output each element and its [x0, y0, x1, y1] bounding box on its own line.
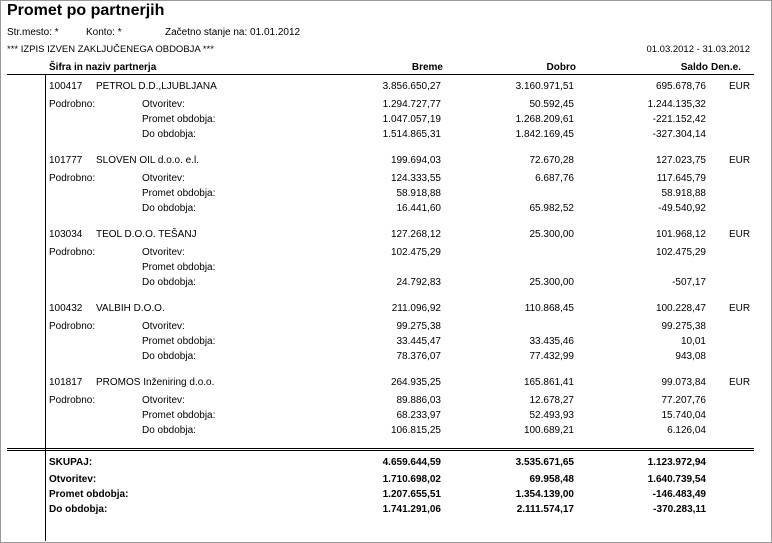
otvoritev-label: Otvoritev: [142, 321, 185, 332]
podrobno-label: Podrobno: [49, 321, 96, 332]
breme-value: 1.741.291,06 [382, 504, 441, 515]
breme-value: 24.792,83 [396, 277, 441, 288]
dobro-value: 25.300,00 [529, 277, 574, 288]
totals-row-do [0, 504, 770, 517]
dobro-value: 165.861,41 [523, 377, 574, 388]
breme-value: 78.376,07 [396, 351, 441, 362]
dobro-value: 72.670,28 [529, 155, 574, 166]
dobro-value: 77.432,99 [529, 351, 574, 362]
do-obdobja-label: Do obdobja: [142, 277, 196, 288]
saldo-value: 10,01 [680, 336, 706, 347]
do-obdobja-label: Do obdobja: [142, 129, 196, 140]
do-obdobja-label: Do obdobja: [142, 351, 196, 362]
partner-name: PROMOS Inženiring d.o.o. [96, 377, 215, 388]
table-row [0, 203, 770, 216]
column-header-saldo: Saldo [680, 62, 708, 73]
totals-label: Do obdobja: [49, 504, 108, 515]
breme-value: 58.918,88 [396, 188, 441, 199]
breme-value: 199.694,03 [390, 155, 441, 166]
totals-row-skupaj [0, 457, 770, 470]
saldo-value: 943,08 [675, 351, 706, 362]
outside-period-note: *** IZPIS IZVEN ZAKLJUČENEGA OBDOBJA *** [7, 44, 214, 55]
dobro-value: 25.300,00 [529, 229, 574, 240]
dobro-value: 1.354.139,00 [515, 489, 574, 500]
dobro-value: 1.268.209,61 [515, 114, 574, 125]
do-obdobja-label: Do obdobja: [142, 203, 196, 214]
otvoritev-label: Otvoritev: [142, 99, 185, 110]
dobro-value: 33.435,46 [529, 336, 574, 347]
table-row [0, 377, 770, 390]
saldo-value: -370.283,11 [653, 504, 706, 515]
breme-value: 4.659.644,59 [382, 457, 441, 468]
column-header-dobro: Dobro [546, 62, 576, 73]
totals-label: SKUPAJ: [49, 457, 93, 468]
partner-name: PETROL D.D.,LJUBLJANA [96, 81, 217, 92]
partner-code: 101817 [49, 377, 83, 388]
column-header-partner: Šifra in naziv partnerja [49, 62, 157, 73]
breme-value: 127.268,12 [390, 229, 441, 240]
saldo-value: 99.073,84 [661, 377, 706, 388]
breme-value: 16.441,60 [396, 203, 441, 214]
promet-obdobja-label: Promet obdobja: [142, 262, 216, 273]
table-row [0, 173, 770, 186]
saldo-value: 102.475,29 [655, 247, 706, 258]
table-row [0, 321, 770, 334]
table-row [0, 114, 770, 127]
saldo-value: -327.304,14 [652, 129, 706, 140]
table-row [0, 129, 770, 142]
saldo-value: 58.918,88 [661, 188, 706, 199]
breme-value: 1.207.655,51 [382, 489, 441, 500]
partner-name: SLOVEN OIL d.o.o. e.l. [96, 155, 200, 166]
saldo-value: -221.152,42 [652, 114, 706, 125]
table-row [0, 425, 770, 438]
dobro-value: 110.868,45 [524, 303, 574, 314]
saldo-value: 1.123.972,94 [647, 457, 706, 468]
table-row [0, 188, 770, 201]
dobro-value: 6.687,76 [535, 173, 574, 184]
dobro-value: 1.842.169,45 [515, 129, 574, 140]
table-row [0, 99, 770, 112]
breme-value: 33.445,47 [396, 336, 441, 347]
str-mesto-filter: Str.mesto: * [7, 27, 59, 38]
report-period: 01.03.2012 - 31.03.2012 [646, 44, 750, 55]
breme-value: 1.514.865,31 [382, 129, 441, 140]
table-row [0, 336, 770, 349]
saldo-value: 1.640.739,54 [647, 474, 706, 485]
saldo-value: -507,17 [672, 277, 706, 288]
promet-obdobja-label: Promet obdobja: [142, 188, 216, 199]
table-row [0, 351, 770, 364]
saldo-value: 6.126,04 [667, 425, 706, 436]
saldo-value: 99.275,38 [661, 321, 706, 332]
totals-label: Promet obdobja: [49, 489, 129, 500]
totals-rule-top [7, 448, 754, 449]
partner-name: VALBIH D.O.O. [96, 303, 165, 314]
table-row [0, 277, 770, 290]
saldo-value: 15.740,04 [661, 410, 706, 421]
currency-value: EUR [729, 303, 751, 314]
breme-value: 1.047.057,19 [382, 114, 441, 125]
do-obdobja-label: Do obdobja: [142, 425, 196, 436]
saldo-value: 695.678,76 [655, 81, 706, 92]
saldo-value: -49.540,92 [658, 203, 706, 214]
saldo-value: 1.244.135,32 [647, 99, 706, 110]
table-row [0, 395, 770, 408]
saldo-value: 101.968,12 [655, 229, 706, 240]
saldo-value: 77.207,76 [661, 395, 706, 406]
otvoritev-label: Otvoritev: [142, 173, 185, 184]
totals-row-promet [0, 489, 770, 502]
dobro-value: 50.592,45 [529, 99, 574, 110]
header-rule [7, 74, 754, 75]
konto-filter: Konto: * [86, 27, 122, 38]
breme-value: 264.935,25 [390, 377, 441, 388]
dobro-value: 69.958,48 [529, 474, 574, 485]
currency-value: EUR [729, 229, 751, 240]
dobro-value: 52.493,93 [529, 410, 574, 421]
partner-code: 100417 [49, 81, 83, 92]
column-header-currency: Den.e. [711, 62, 742, 73]
table-row [0, 229, 770, 242]
podrobno-label: Podrobno: [49, 99, 96, 110]
breme-value: 102.475,29 [390, 247, 441, 258]
table-row [0, 262, 770, 275]
breme-value: 124.333,55 [390, 173, 441, 184]
opening-balance-date: Začetno stanje na: 01.01.2012 [165, 27, 301, 38]
table-row [0, 410, 770, 423]
currency-value: EUR [729, 81, 751, 92]
dobro-value: 12.678,27 [529, 395, 574, 406]
table-row [0, 247, 770, 260]
podrobno-label: Podrobno: [49, 247, 96, 258]
breme-value: 106.815,25 [390, 425, 441, 436]
breme-value: 211.096,92 [391, 303, 441, 314]
breme-value: 68.233,97 [396, 410, 441, 421]
promet-obdobja-label: Promet obdobja: [142, 336, 216, 347]
dobro-value: 3.535.671,65 [515, 457, 574, 468]
breme-value: 1.710.698,02 [382, 474, 441, 485]
podrobno-label: Podrobno: [49, 173, 96, 184]
otvoritev-label: Otvoritev: [142, 395, 185, 406]
dobro-value: 3.160.971,51 [515, 81, 574, 92]
promet-obdobja-label: Promet obdobja: [142, 114, 216, 125]
otvoritev-label: Otvoritev: [142, 247, 185, 258]
breme-value: 3.856.650,27 [382, 81, 441, 92]
saldo-value: 117.645,79 [656, 173, 706, 184]
dobro-value: 2.111.574,17 [516, 504, 574, 515]
breme-value: 89.886,03 [396, 395, 441, 406]
podrobno-label: Podrobno: [49, 395, 96, 406]
column-header-breme: Breme [411, 62, 443, 73]
breme-value: 1.294.727,77 [382, 99, 441, 110]
dobro-value: 65.982,52 [529, 203, 574, 214]
saldo-value: 127.023,75 [655, 155, 706, 166]
partner-code: 103034 [49, 229, 83, 240]
totals-rule-bottom [7, 450, 754, 451]
report-title: Promet po partnerjih [7, 2, 165, 19]
totals-row-otvoritev [0, 474, 770, 487]
currency-value: EUR [729, 155, 751, 166]
partner-code: 101777 [49, 155, 83, 166]
breme-value: 99.275,38 [396, 321, 441, 332]
table-row [0, 155, 770, 168]
partner-code: 100432 [49, 303, 83, 314]
currency-value: EUR [729, 377, 751, 388]
saldo-value: -146.483,49 [652, 489, 706, 500]
dobro-value: 100.689,21 [523, 425, 574, 436]
table-row [0, 81, 770, 94]
saldo-value: 100.228,47 [655, 303, 706, 314]
totals-label: Otvoritev: [49, 474, 97, 485]
table-row [0, 303, 770, 316]
promet-obdobja-label: Promet obdobja: [142, 410, 216, 421]
partner-name: TEOL D.O.O. TEŠANJ [96, 229, 197, 240]
